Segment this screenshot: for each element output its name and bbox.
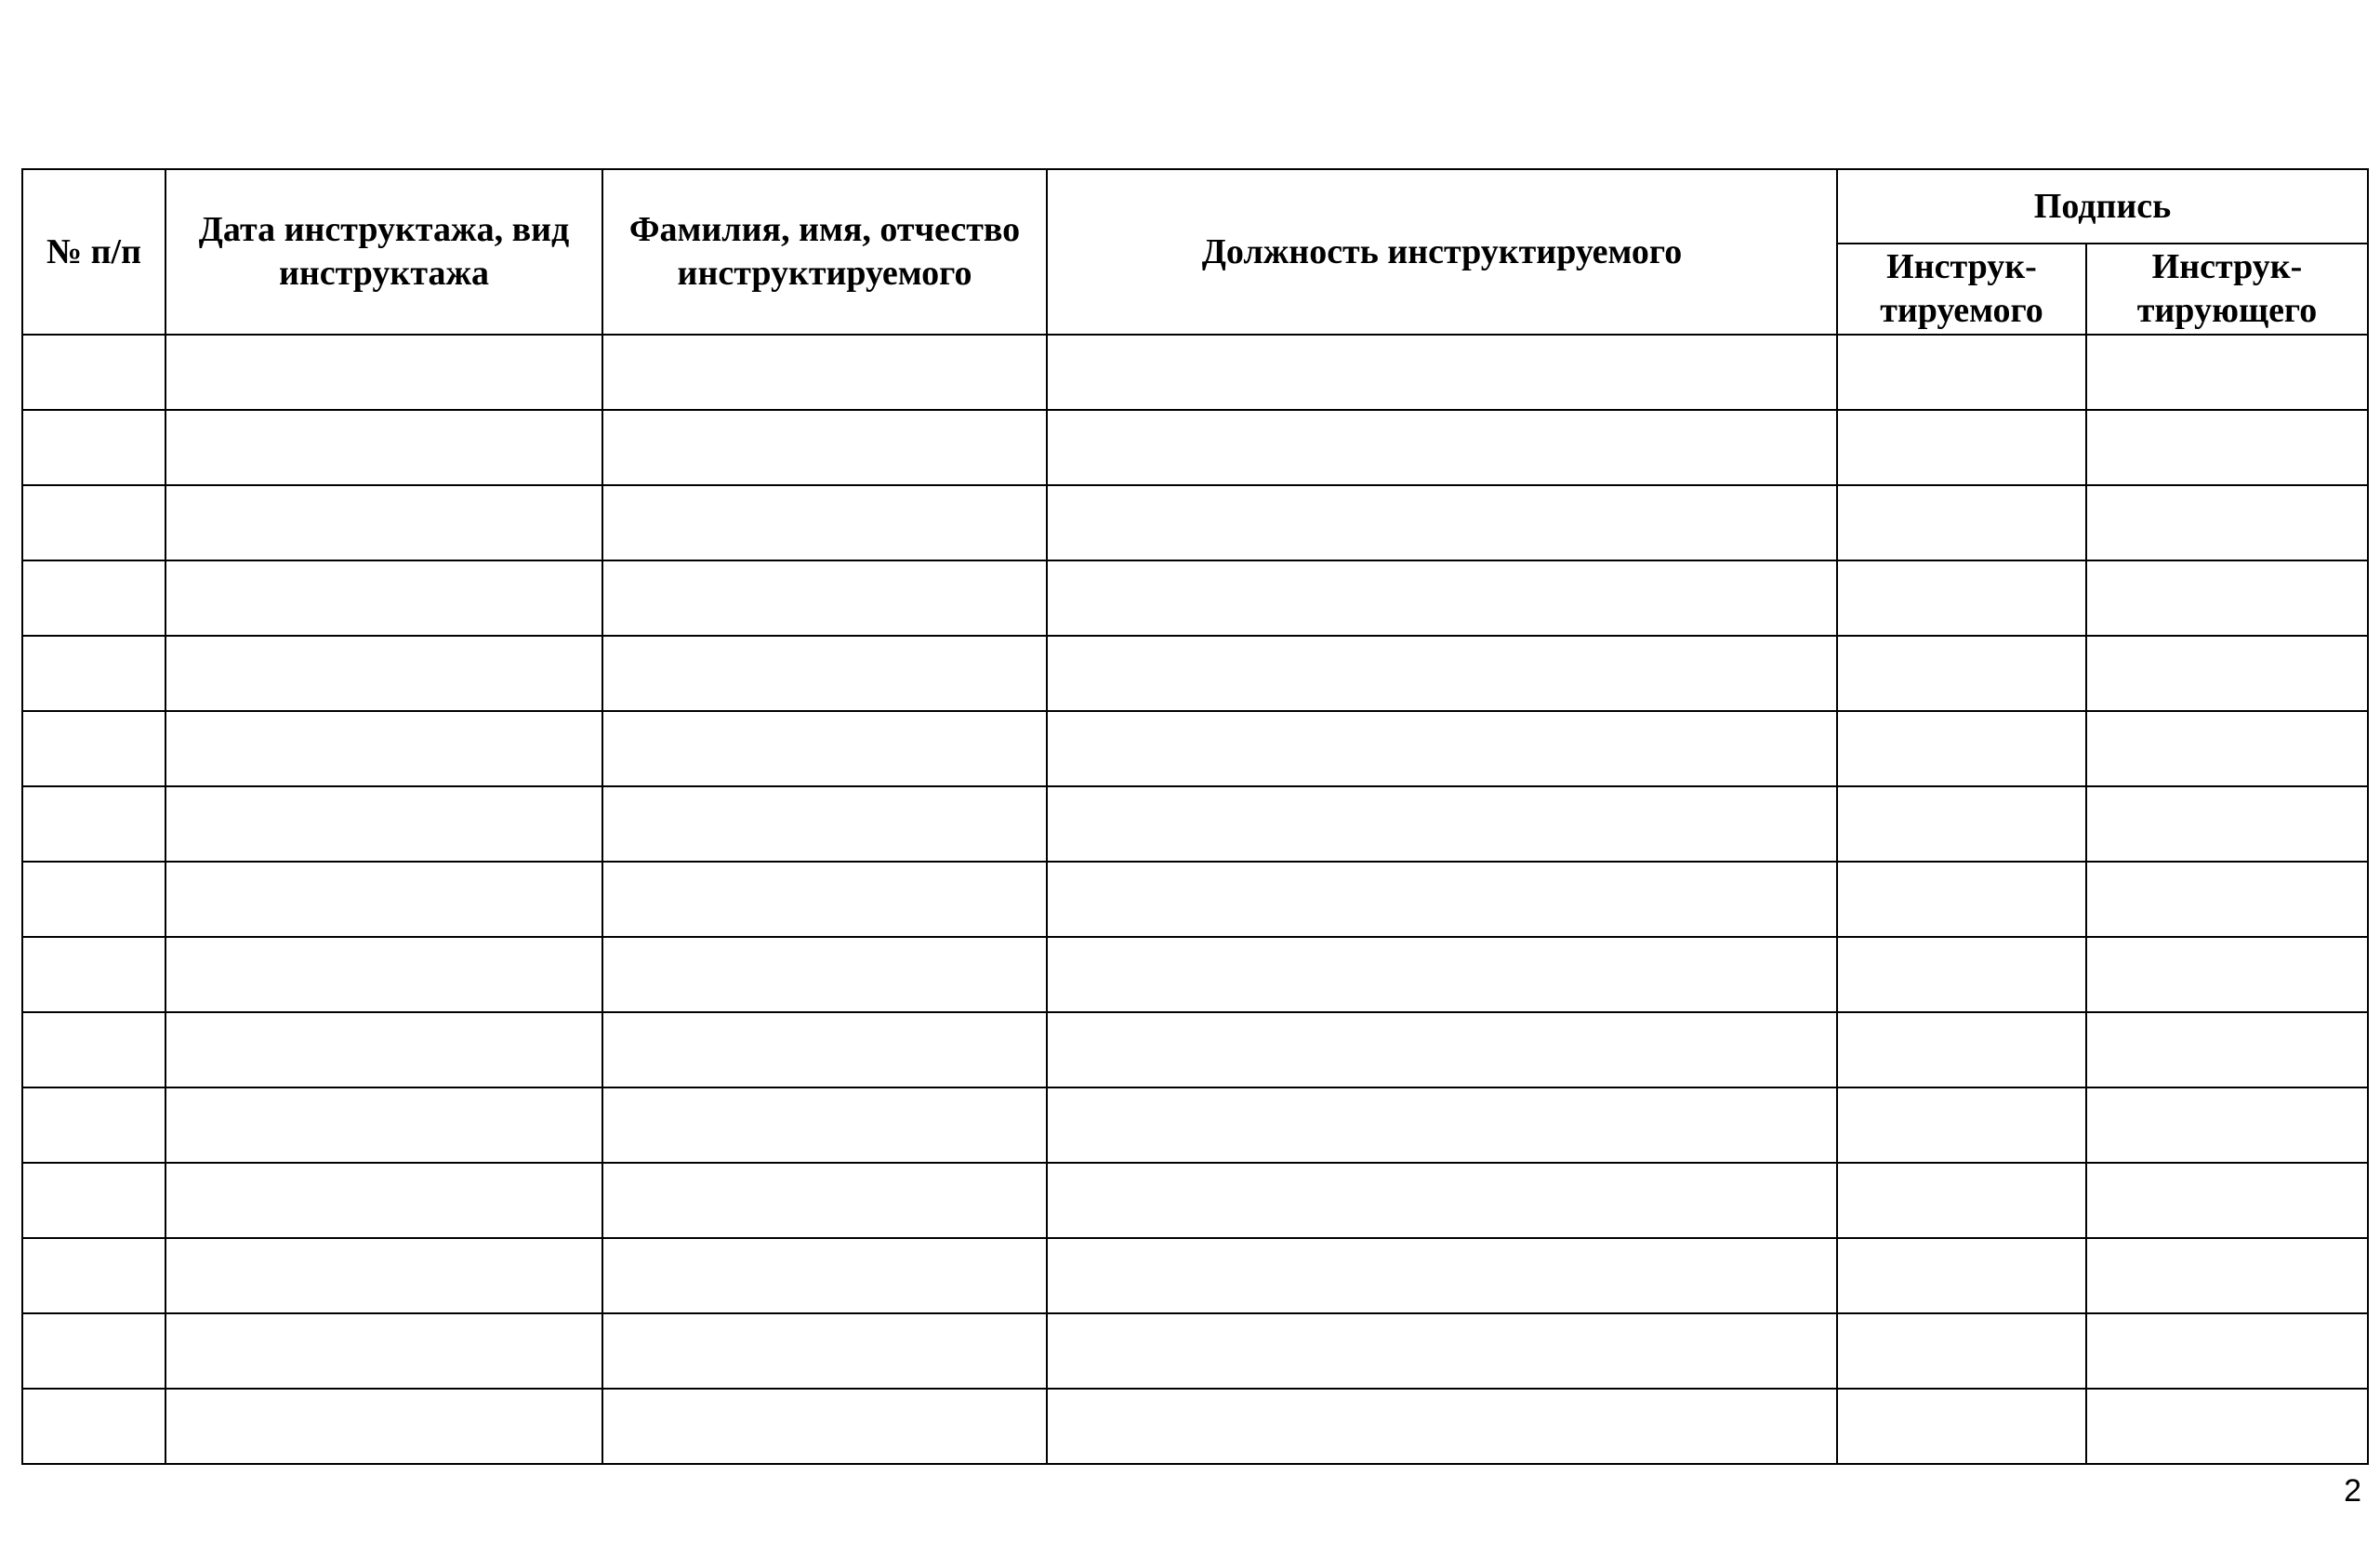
cell-signature-instructed: [1837, 1087, 2086, 1163]
cell-full-name: [602, 636, 1047, 711]
cell-number: [22, 410, 165, 485]
cell-date-type: [165, 862, 602, 937]
cell-full-name: [602, 1389, 1047, 1464]
header-full-name: Фамилия, имя, отчество инструктируемого: [602, 169, 1047, 335]
cell-number: [22, 560, 165, 636]
cell-position: [1047, 1163, 1837, 1238]
cell-number: [22, 1238, 165, 1313]
cell-signature-instructor: [2086, 335, 2368, 410]
cell-signature-instructor: [2086, 1313, 2368, 1389]
cell-signature-instructor: [2086, 862, 2368, 937]
cell-position: [1047, 560, 1837, 636]
cell-signature-instructor: [2086, 937, 2368, 1012]
cell-number: [22, 1163, 165, 1238]
cell-position: [1047, 485, 1837, 560]
cell-signature-instructed: [1837, 485, 2086, 560]
cell-position: [1047, 1238, 1837, 1313]
instruction-log-table: [21, 168, 2369, 1465]
cell-signature-instructed: [1837, 1163, 2086, 1238]
table-row: [22, 1012, 2368, 1087]
cell-signature-instructor: [2086, 1012, 2368, 1087]
cell-number: [22, 1389, 165, 1464]
cell-full-name: [602, 711, 1047, 786]
header-row: [22, 169, 2368, 244]
cell-number: [22, 786, 165, 862]
cell-position: [1047, 937, 1837, 1012]
cell-full-name: [602, 560, 1047, 636]
cell-signature-instructor: [2086, 786, 2368, 862]
cell-full-name: [602, 485, 1047, 560]
cell-position: [1047, 1087, 1837, 1163]
cell-signature-instructed: [1837, 636, 2086, 711]
cell-signature-instructed: [1837, 410, 2086, 485]
header-signature-instructed: Инструк-тируемого: [1837, 244, 2086, 335]
cell-date-type: [165, 560, 602, 636]
cell-full-name: [602, 786, 1047, 862]
cell-full-name: [602, 862, 1047, 937]
cell-number: [22, 862, 165, 937]
cell-full-name: [602, 1012, 1047, 1087]
cell-signature-instructed: [1837, 1012, 2086, 1087]
cell-signature-instructor: [2086, 1163, 2368, 1238]
cell-signature-instructed: [1837, 862, 2086, 937]
cell-date-type: [165, 1313, 602, 1389]
header-signature-group: Подпись: [1837, 169, 2368, 244]
cell-number: [22, 1087, 165, 1163]
cell-position: [1047, 862, 1837, 937]
cell-date-type: [165, 1012, 602, 1087]
cell-signature-instructed: [1837, 1313, 2086, 1389]
cell-date-type: [165, 1238, 602, 1313]
table-row: [22, 485, 2368, 560]
table-row: [22, 711, 2368, 786]
cell-full-name: [602, 1313, 1047, 1389]
cell-position: [1047, 636, 1837, 711]
cell-signature-instructor: [2086, 1087, 2368, 1163]
table-row: [22, 862, 2368, 937]
cell-signature-instructed: [1837, 937, 2086, 1012]
cell-date-type: [165, 335, 602, 410]
cell-full-name: [602, 937, 1047, 1012]
table-row: [22, 786, 2368, 862]
table-row: [22, 1389, 2368, 1464]
cell-date-type: [165, 1087, 602, 1163]
cell-number: [22, 335, 165, 410]
cell-date-type: [165, 410, 602, 485]
table-row: [22, 636, 2368, 711]
cell-date-type: [165, 1163, 602, 1238]
cell-signature-instructed: [1837, 1389, 2086, 1464]
table-row: [22, 1238, 2368, 1313]
cell-signature-instructor: [2086, 560, 2368, 636]
cell-full-name: [602, 1163, 1047, 1238]
cell-full-name: [602, 410, 1047, 485]
cell-signature-instructor: [2086, 1238, 2368, 1313]
table-body: [22, 335, 2368, 1464]
cell-number: [22, 636, 165, 711]
cell-position: [1047, 1012, 1837, 1087]
cell-number: [22, 485, 165, 560]
cell-signature-instructor: [2086, 1389, 2368, 1464]
cell-signature-instructor: [2086, 636, 2368, 711]
cell-signature-instructed: [1837, 1238, 2086, 1313]
cell-signature-instructed: [1837, 560, 2086, 636]
cell-date-type: [165, 485, 602, 560]
table-row: [22, 1163, 2368, 1238]
cell-signature-instructed: [1837, 711, 2086, 786]
cell-date-type: [165, 937, 602, 1012]
cell-number: [22, 937, 165, 1012]
table-row: [22, 335, 2368, 410]
table-row: [22, 1313, 2368, 1389]
cell-number: [22, 711, 165, 786]
table-row: [22, 937, 2368, 1012]
cell-signature-instructed: [1837, 786, 2086, 862]
cell-position: [1047, 711, 1837, 786]
cell-date-type: [165, 711, 602, 786]
page-number: 2: [2344, 1473, 2361, 1509]
cell-signature-instructed: [1837, 335, 2086, 410]
cell-signature-instructor: [2086, 485, 2368, 560]
cell-signature-instructor: [2086, 410, 2368, 485]
cell-date-type: [165, 636, 602, 711]
cell-position: [1047, 410, 1837, 485]
header-position: Должность инструктируемого: [1047, 169, 1837, 335]
cell-date-type: [165, 1389, 602, 1464]
cell-number: [22, 1012, 165, 1087]
cell-position: [1047, 786, 1837, 862]
cell-signature-instructor: [2086, 711, 2368, 786]
cell-full-name: [602, 335, 1047, 410]
table-row: [22, 410, 2368, 485]
cell-full-name: [602, 1087, 1047, 1163]
cell-position: [1047, 1313, 1837, 1389]
cell-position: [1047, 1389, 1837, 1464]
cell-number: [22, 1313, 165, 1389]
header-number: № п/п: [22, 169, 165, 335]
header-signature-instructor: Инструк-тирующего: [2086, 244, 2368, 335]
cell-date-type: [165, 786, 602, 862]
cell-position: [1047, 335, 1837, 410]
table-row: [22, 560, 2368, 636]
header-date-type: Дата инструктажа, вид инструктажа: [165, 169, 602, 335]
cell-full-name: [602, 1238, 1047, 1313]
table-row: [22, 1087, 2368, 1163]
